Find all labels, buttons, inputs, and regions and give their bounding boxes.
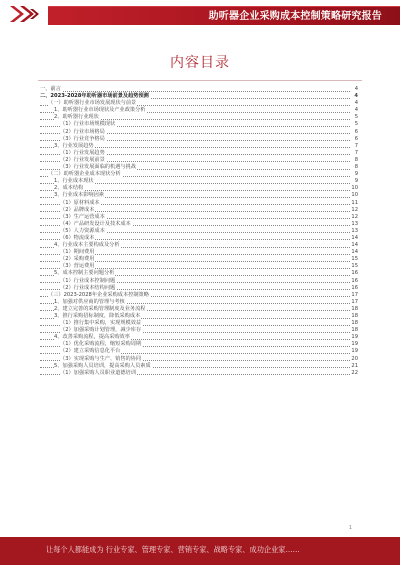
toc-entry-page: 7 [354,149,358,156]
toc-leader-dots [40,91,350,92]
toc-entry-label: （5）人力资源成本 [60,227,105,234]
toc-title: 内容目录 [170,55,230,71]
toc-entry[interactable] [40,228,358,235]
toc-entry[interactable] [40,214,358,221]
toc-entry-label: （2）采购费用 [60,256,95,263]
toc-entry[interactable] [40,292,358,299]
toc-entry-label: （2）建立采购信息化平台 [60,348,121,355]
toc-entry-label: 5、成本控制主要问题分析 [54,270,115,277]
toc-entry-page: 15 [351,256,358,263]
toc-entry-label: 4、改善采购流程，提高采购效率 [54,334,130,341]
toc-entry-page: 10 [351,185,358,192]
toc-entry-label: （3）行业竞争格局 [60,135,105,142]
toc-entry-label: 2、助听器行业现状 [54,114,99,121]
toc-entry[interactable] [40,150,358,157]
toc-entry-label: （1）优化采购流程，缩短采购周期 [60,341,142,348]
toc-entry[interactable] [40,370,358,377]
toc-entry-label: （3）行业发展面临的机遇与挑战 [60,164,136,171]
toc-entry-page: 6 [354,128,358,135]
toc-entry-page: 16 [351,270,358,277]
toc-entry-label: （1）行业成本控制问题 [60,277,116,284]
toc-entry-label: 3、推行采购招标制度，降低采购成本 [54,313,141,319]
toc-entry-label: （1）加强采购人员职业道德培训 [60,369,136,376]
header-title: 助听器企业采购成本控制策略研究报告 [208,11,382,22]
toc-entry-page: 12 [351,213,358,220]
toc-entry-page: 4 [354,86,358,92]
toc-entry-page: 16 [351,284,358,291]
toc-entry-label: 1、助听器行业市场现状及产业政策分析 [54,107,146,114]
toc-entry[interactable] [40,136,358,143]
toc-entry-label: （1）原材料成本 [60,199,100,206]
toc-entry-label: 3、行业发展趋势 [54,142,94,149]
toc-entry-page: 13 [351,227,358,234]
toc-entry-label: 2、成本结构 [54,185,84,192]
page-footer [0,537,400,565]
toc-entry-label: （2）品牌成本 [60,206,95,213]
toc-entry-page: 19 [351,341,358,348]
page-header [0,0,400,28]
toc-entry[interactable] [40,235,358,242]
toc-entry-label: （3）生产运营成本 [60,213,105,220]
toc-entry[interactable] [40,192,358,199]
toc-entry-label: 2、建立完善的采购管理制度及业务流程 [54,305,146,312]
toc-entry-label: 1、行业成本现状 [54,178,94,185]
toc-entry-label: （1）期间费用 [60,249,95,256]
toc-entry-label: （1）行业发展趋势 [60,149,105,156]
toc-entry-page: 4 [354,107,358,114]
toc-entry-page: 17 [351,298,358,305]
toc-entry[interactable] [40,221,358,228]
toc-entry-page: 14 [351,242,358,249]
toc-entry-page: 16 [351,277,358,284]
toc-entry[interactable] [40,200,358,207]
toc-leader-dots [40,190,350,191]
toc-entry-label: （4）产品研发设计及技术成本 [60,220,131,227]
toc-entry[interactable] [40,348,358,355]
toc-entry[interactable] [40,129,358,136]
toc-entry-page: 7 [354,142,358,149]
toc-entry-page: 22 [351,369,358,376]
toc-entry-page: 18 [351,320,358,327]
toc-entry[interactable] [40,306,358,313]
toc-entry-label: 4、行业成本主要构成及分析 [54,242,120,249]
toc-entry-page: 5 [354,114,358,121]
toc-entry-label: （2）行业发展前景 [60,156,105,163]
toc-entry-page: 18 [351,313,358,319]
toc-entry-label: （3）实现采购与生产、销售的协同 [60,355,142,362]
toc-entry-page: 11 [351,199,358,206]
toc-entry-page: 9 [354,171,358,178]
toc-entry-label: （2）加强采购计划管理，减少库存 [60,327,142,334]
chevron-arrows-logo-icon [6,2,44,26]
toc-entry[interactable] [40,363,358,370]
toc-entry-label: （6）物流成本 [60,234,95,241]
footer-slogan: 让每个人都能成为 行业专家、管理专家、营销专家、战略专家、成功企业家…… [46,545,300,554]
toc-entry-label: 3、行业成本影响因素 [54,192,104,199]
toc-entry-page: 19 [351,334,358,341]
toc-entry-page: 5 [354,121,358,128]
page-number: 1 [348,525,352,531]
toc-entry-page: 4 [354,93,358,100]
toc-entry[interactable] [40,178,358,185]
toc-entry-page: 20 [351,355,358,362]
toc-entry-label: （3）营运费用 [60,263,95,270]
toc-entry-page: 9 [354,178,358,185]
toc-entry-page: 8 [354,164,358,171]
toc-entry[interactable] [40,157,358,164]
toc-entry[interactable] [40,278,358,285]
toc-entry-page: 13 [351,220,358,227]
toc-entry[interactable] [40,299,358,306]
toc-entry[interactable] [40,270,358,277]
toc-entry-page: 14 [351,234,358,241]
toc-entry-label: （2）行业成本结构问题 [60,284,116,291]
toc-entry-label: 一、前言 [40,86,61,92]
toc-entry-label: （1）推行集中采购，实现规模效益 [60,320,142,327]
toc-entry-page: 19 [351,348,358,355]
toc-entry-page: 21 [351,362,358,369]
toc-entry[interactable] [40,207,358,214]
toc-entry-label: （2）行业市场格局 [60,128,105,135]
toc-entry-label: 5、加强采购人员培训，提高采购人员素质 [54,362,151,369]
toc-entry-label: （三）2023-2028年企业采购成本控制策略 [48,291,149,298]
toc-entry-page: 15 [351,263,358,270]
toc-entry-page: 4 [354,100,358,107]
toc-entry-page: 12 [351,206,358,213]
toc-entry-label: 二、2023-2028年助听器市场前景及趋势预测 [40,93,149,100]
toc-entry-page: 14 [351,249,358,256]
table-of-contents [40,86,358,377]
toc-entry-label: （一）助听器行业市场发展现状与前景 [48,100,137,107]
toc-entry[interactable] [40,356,358,363]
toc-entry-label: 1、加强对供应商的管理与考核 [54,298,125,305]
toc-entry-page: 6 [354,135,358,142]
toc-entry-label: （1）行业市场规模现状 [60,121,116,128]
toc-entry-page: 10 [351,192,358,199]
toc-entry[interactable] [40,121,358,128]
toc-entry-page: 18 [351,305,358,312]
toc-divider [38,80,362,81]
toc-entry[interactable] [40,285,358,292]
toc-entry-page: 17 [351,291,358,298]
toc-entry-page: 18 [351,327,358,334]
toc-entry-label: （二）助听器企业成本现状分析 [48,171,121,178]
toc-entry-page: 8 [354,156,358,163]
toc-entry[interactable] [40,143,358,150]
